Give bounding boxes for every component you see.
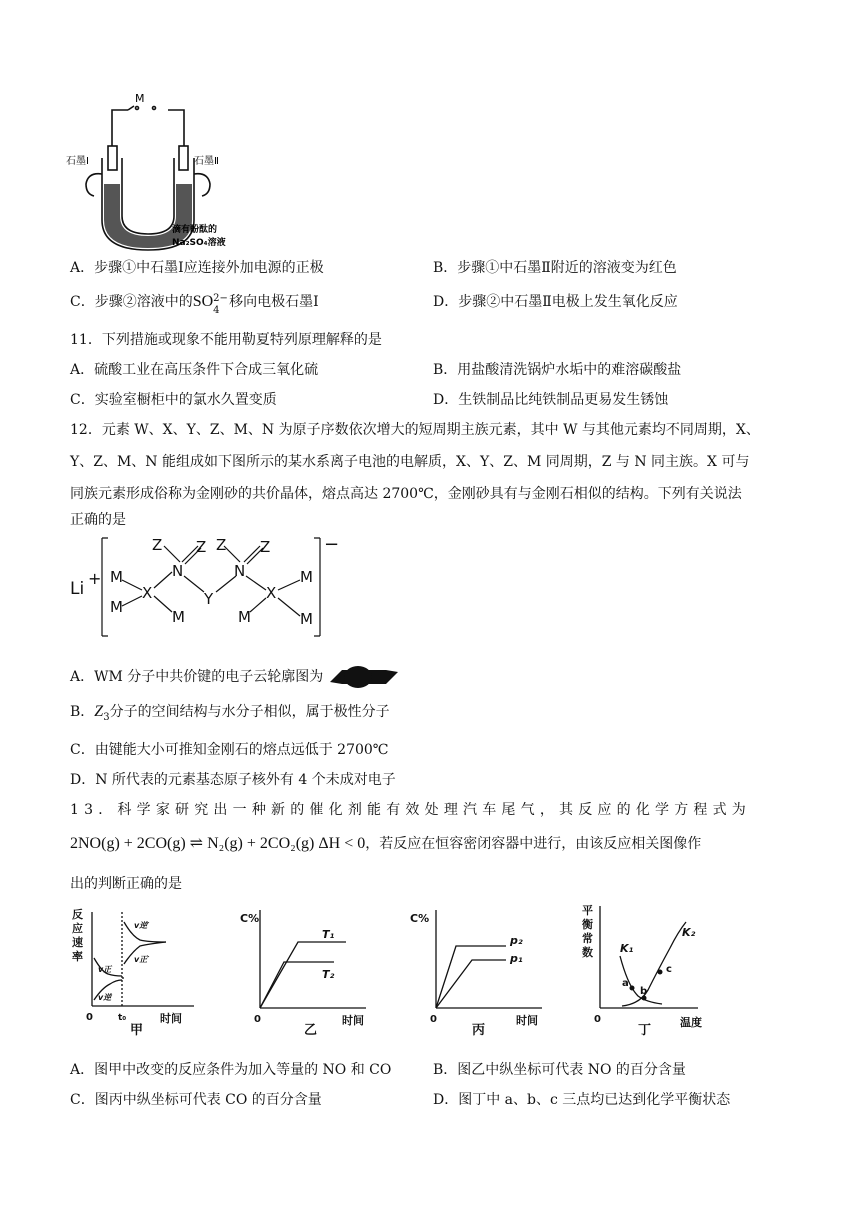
q12-stem-line-2: Y、Z、M、N 能组成如下图所示的某水系离子电池的电解质，X、Y、Z、M 同周期，Z 与 N 同主族。X 可与: [70, 454, 750, 470]
electrode-left-label: 石墨Ⅰ: [66, 156, 89, 167]
svg-text:p₁: p₁: [510, 952, 523, 965]
svg-text:数: 数: [582, 946, 593, 959]
graph-jia-ylabel: 反: [72, 908, 83, 921]
svg-text:v逆′: v逆′: [134, 921, 150, 930]
q13-option-d: D．图丁中 a、b、c 三点均已达到化学平衡状态: [433, 1092, 731, 1108]
electrode-right-label: 石墨Ⅱ: [194, 156, 219, 167]
graph-yi-caption: 乙: [304, 1023, 318, 1036]
svg-text:K₁: K₁: [620, 942, 634, 955]
q12-stem-line-4: 正确的是: [70, 512, 126, 528]
svg-text:0: 0: [594, 1014, 601, 1025]
q11-stem: 11．下列措施或现象不能用勒夏特列原理解释的是: [70, 332, 382, 348]
q10-option-c: C．步骤②溶液中的SO 2− 4 移向电极石墨Ⅰ: [70, 293, 319, 316]
svg-text:a: a: [622, 978, 629, 989]
q13-stem-line-2: 2NO(g) + 2CO(g) ⇌ N₂(g) + 2CO₂(g) ΔH < 0，若反应在恒容密闭容器中进行，由该反应相关图像作: [70, 835, 702, 852]
atom-z: Z: [216, 536, 227, 554]
atom-m: M: [300, 610, 313, 628]
graph-yi-xlabel: 时间: [342, 1014, 364, 1027]
q11-option-d: D．生铁制品比纯铁制品更易发生锈蚀: [433, 392, 669, 408]
q13-stem-line-1: 13．科学家研究出一种新的催化剂能有效处理汽车尾气，其反应的化学方程式为: [70, 802, 752, 818]
svg-text:衡: 衡: [582, 918, 593, 931]
q13-option-b: B．图乙中纵坐标可代表 NO 的百分含量: [433, 1062, 686, 1078]
q12-option-c: C．由键能大小可推知金刚石的熔点远低于 2700℃: [70, 742, 389, 758]
svg-text:K₂: K₂: [682, 926, 696, 939]
cation-symbol: Li: [70, 579, 85, 599]
q13-stem-line-3: 出的判断正确的是: [70, 876, 182, 892]
atom-m: M: [110, 568, 123, 586]
atom-n: N: [172, 562, 184, 580]
q10-option-d: D．步骤②中石墨Ⅱ电极上发生氧化反应: [433, 294, 678, 310]
solution-label-2: Na₂SO₄溶液: [172, 238, 226, 248]
svg-text:T₁: T₁: [322, 928, 335, 941]
svg-text:率: 率: [72, 950, 83, 963]
atom-z: Z: [152, 536, 163, 554]
svg-text:b: b: [640, 986, 648, 997]
graph-ding-caption: 丁: [638, 1023, 652, 1036]
graph-bing-caption: 丙: [472, 1023, 486, 1036]
q11-option-c: C．实验室橱柜中的氯水久置变质: [70, 392, 277, 408]
atom-n: N: [234, 562, 246, 580]
solution-label-1: 滴有酚酞的: [172, 225, 218, 235]
atom-m: M: [110, 598, 123, 616]
svg-text:v正: v正: [98, 965, 112, 974]
atom-m: M: [238, 608, 251, 626]
svg-text:应: 应: [72, 922, 83, 935]
atom-y: Y: [204, 590, 214, 608]
graph-ding-xlabel: 温度: [680, 1016, 702, 1029]
q10-option-a: A．步骤①中石墨Ⅰ应连接外加电源的正极: [70, 260, 324, 276]
svg-text:v逆: v逆: [98, 993, 112, 1002]
svg-text:常: 常: [582, 932, 593, 945]
q13-option-a: A．图甲中改变的反应条件为加入等量的 NO 和 CO: [70, 1062, 392, 1078]
graph-bing-xlabel: 时间: [516, 1014, 538, 1027]
q12-option-d: D．N 所代表的元素基态原子核外有 4 个未成对电子: [70, 772, 396, 788]
graph-ding-ylabel: 平: [582, 904, 593, 917]
graph-bing: [408, 904, 548, 1036]
graph-ding: [578, 900, 728, 1036]
q12-stem-line-1: 12．元素 W、X、Y、Z、M、N 为原子序数依次增大的短周期主族元素，其中 W 与其他元素均不同周期，X、: [70, 422, 760, 438]
q11-option-b: B．用盐酸清洗锅炉水垢中的难溶碳酸盐: [433, 362, 682, 378]
atom-z: Z: [196, 538, 207, 556]
graph-jia-caption: 甲: [130, 1023, 144, 1036]
atom-x: X: [142, 584, 153, 602]
atom-x: X: [266, 584, 277, 602]
svg-text:T₂: T₂: [322, 968, 335, 981]
q13-option-c: C．图丙中纵坐标可代表 CO 的百分含量: [70, 1092, 322, 1108]
graph-yi-ylabel: C%: [240, 912, 260, 925]
electron-cloud-icon: [328, 664, 400, 690]
atom-z: Z: [260, 538, 271, 556]
cation-charge: +: [88, 569, 102, 588]
anion-charge: −: [324, 534, 340, 555]
graph-jia-xlabel: 时间: [160, 1012, 182, 1025]
graph-bing-ylabel: C%: [410, 912, 430, 925]
svg-text:0: 0: [254, 1014, 261, 1025]
graph-yi: [236, 904, 376, 1036]
ionic-structure-figure: [68, 534, 358, 644]
svg-text:v正′: v正′: [134, 955, 150, 964]
atom-m: M: [172, 608, 185, 626]
q12-stem-line-3: 同族元素形成俗称为金刚砂的共价晶体，熔点高达 2700℃，金刚砂具有与金刚石相似的结构。下列有关说法: [70, 486, 742, 502]
switch-label: M: [135, 92, 145, 105]
graph-jia-t0: t₀: [118, 1013, 127, 1023]
svg-text:p₂: p₂: [510, 934, 523, 947]
svg-text:速: 速: [72, 936, 83, 949]
svg-text:c: c: [666, 964, 672, 975]
q10-option-b: B．步骤①中石墨Ⅱ附近的溶液变为红色: [433, 260, 677, 276]
q12-option-a: A．WM 分子中共价键的电子云轮廓图为: [70, 664, 400, 690]
graph-jia: [68, 904, 208, 1036]
q12-option-b: B．$Z_3$分子的空间结构与水分子相似，属于极性分子: [70, 703, 390, 723]
q11-option-a: A．硫酸工业在高压条件下合成三氧化硫: [70, 362, 319, 378]
graph-jia-origin: 0: [86, 1012, 93, 1023]
svg-text:0: 0: [430, 1014, 437, 1025]
u-tube-apparatus-figure: [64, 92, 244, 252]
atom-m: M: [300, 568, 313, 586]
